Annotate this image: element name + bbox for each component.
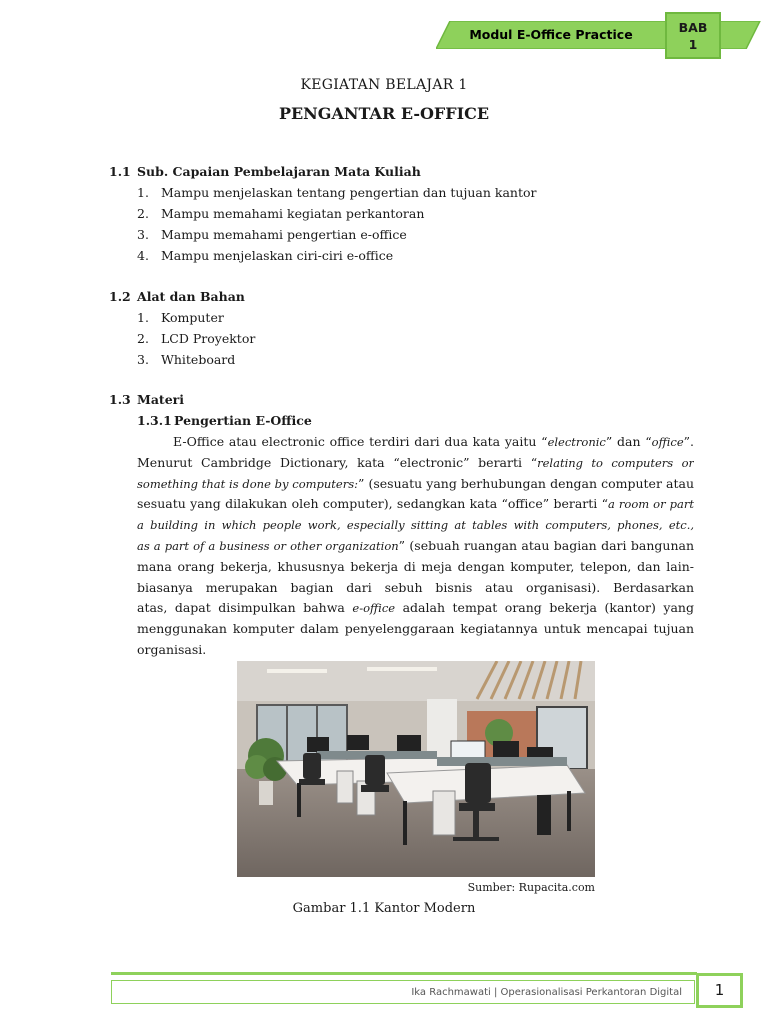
paragraph-line: as a part of a business or other organization” (sebuah ruangan atau bagian dari bangunan <box>137 537 694 553</box>
list-text: Mampu memahami pengertian e-office <box>161 227 407 242</box>
paragraph-line: biasanya merupakan bagian dari sebuh bisnis atau organisasi). Berdasarkan <box>137 579 694 595</box>
list-number: 2. <box>137 331 149 346</box>
section-number: 1.1 <box>109 164 131 179</box>
section-title: Alat dan Bahan <box>137 289 245 304</box>
list-item <box>137 185 536 200</box>
paragraph-line: organisasi. <box>137 641 207 657</box>
list-item <box>137 310 224 325</box>
list-number: 3. <box>137 352 149 367</box>
list-item <box>137 331 255 346</box>
list-number: 1. <box>137 310 149 325</box>
page-title: PENGANTAR E-OFFICE <box>278 104 490 123</box>
footer-rule <box>111 972 697 975</box>
list-text: Komputer <box>161 310 224 325</box>
subsection-number: 1.3.1 <box>137 413 172 428</box>
figure-source: Sumber: Rupacita.com <box>467 881 595 894</box>
header-banner-tail <box>720 21 762 53</box>
paragraph-line: something that is done by computers:” (sesuatu yang berhubungan dengan computer atau <box>137 475 694 491</box>
paragraph-line: mana orang bekerja, khususnya bekerja di meja dengan komputer, telepon, dan lain- <box>137 558 694 574</box>
subsection-heading <box>137 413 312 428</box>
section-title: Sub. Capaian Pembelajaran Mata Kuliah <box>137 164 421 179</box>
section-heading <box>109 392 184 407</box>
activity-heading: KEGIATAN BELAJAR 1 <box>300 77 468 93</box>
paragraph-line: Menurut Cambridge Dictionary, kata “electronic” berarti “relating to computers or <box>137 454 694 470</box>
chapter-badge <box>665 12 721 59</box>
list-item <box>137 227 407 242</box>
footer-text: Ika Rachmawati | Operasionalisasi Perkantoran Digital <box>411 987 682 998</box>
list-number: 1. <box>137 185 149 200</box>
paragraph-line: sesuatu yang dilakukan oleh computer), sedangkan kata “office” berarti “a room or part <box>137 496 694 512</box>
list-text: Whiteboard <box>161 352 236 367</box>
paragraph-line: a building in which people work, especially sitting at tables with computers, phones, etc., <box>137 518 694 533</box>
list-number: 4. <box>137 248 149 263</box>
paragraph-line: E-Office atau electronic office terdiri dari dua kata yaitu “electronic” dan “office”. <box>173 434 694 449</box>
figure-caption: Gambar 1.1 Kantor Modern <box>292 901 476 916</box>
list-item <box>137 206 424 221</box>
paragraph-line: menggunakan komputer dalam penyelenggaraan kegiatannya untuk mencapai tujuan <box>137 621 694 637</box>
paragraph-line: atas, dapat disimpulkan bahwa e-office adalah tempat orang bekerja (kantor) yang <box>137 600 694 616</box>
page-number: 1 <box>696 973 743 1008</box>
module-title: Modul E-Office Practice <box>469 27 633 42</box>
section-number: 1.2 <box>109 289 131 304</box>
list-text: Mampu menjelaskan tentang pengertian dan tujuan kantor <box>161 185 537 200</box>
list-text: Mampu menjelaskan ciri-ciri e-office <box>161 248 394 263</box>
list-number: 3. <box>137 227 149 242</box>
list-item <box>137 248 393 263</box>
section-title: Materi <box>137 392 184 407</box>
chapter-number: 1 <box>688 37 698 52</box>
list-item <box>137 352 235 367</box>
section-number: 1.3 <box>109 392 131 407</box>
footer-bar <box>111 980 695 1004</box>
list-text: LCD Proyektor <box>161 331 256 346</box>
chapter-label: BAB <box>678 20 708 35</box>
office-photo <box>237 661 595 877</box>
section-heading <box>109 289 245 304</box>
list-number: 2. <box>137 206 149 221</box>
subsection-title: Pengertian E-Office <box>174 413 312 428</box>
body-paragraph <box>137 432 694 661</box>
section-heading <box>109 164 421 179</box>
list-text: Mampu memahami kegiatan perkantoran <box>161 206 425 221</box>
